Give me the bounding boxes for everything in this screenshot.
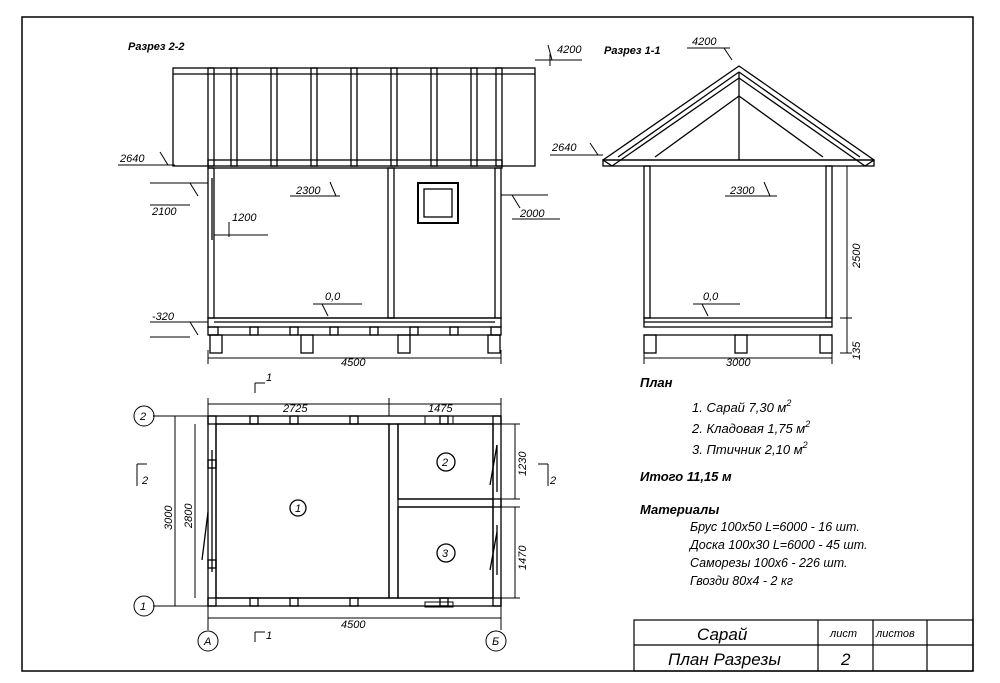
axis-col-a: А [204,636,212,648]
axis-col-b: Б [492,636,500,648]
material-2: Доска 100х30 L=6000 - 45 шт. [690,538,868,552]
legend [640,375,867,588]
plan-dim-bottom: 4500 [341,619,366,631]
section-1-1 [603,66,874,353]
level-0-0: 0,0 [325,291,341,303]
level-2300-s11: 2300 [730,185,755,197]
cut-1-bottom: 1 [266,630,273,642]
level-2100: 2100 [152,206,177,218]
section-1-1-height: 2500 [851,243,863,268]
level-1200: 1200 [232,212,257,224]
title-block-sheets-label: листов [876,628,915,640]
roof-rafters [208,68,502,166]
plan-dim-left-inner: 2800 [183,503,195,528]
legend-item-3-sup: 2 [802,440,808,450]
section-2-2-title: Разрез 2-2 [128,41,185,53]
legend-item-2-sup: 2 [805,419,811,429]
level-2300: 2300 [296,185,321,197]
material-3: Саморезы 100х6 - 226 шт. [690,556,848,570]
plan-dim-right-lower: 1470 [517,545,529,570]
level-2640-s11: 2640 [552,142,577,154]
section-2-2 [173,68,535,353]
section-1-1-width: 3000 [726,357,751,369]
room-3-number: 3 [442,548,449,560]
material-4: Гвозди 80х4 - 2 кг [690,574,794,588]
section-1-1-labels [551,36,863,369]
title-block-subtitle: План Разрезы [668,650,781,669]
plan-dim-left-outer: 3000 [163,505,175,530]
plan-dim-right-upper: 1230 [517,451,529,476]
legend-item-3-text: 3. Птичник 2,10 м [692,442,803,457]
section-1-1-title: Разрез 1-1 [604,45,661,57]
plan-dimension-lines [134,383,548,651]
legend-item-1 [692,398,791,415]
legend-item-2-text: 2. Кладовая 1,75 м [692,421,806,436]
cut-1-top: 1 [266,372,273,384]
plan-dim-top-left: 2725 [283,403,308,415]
axis-row-1: 1 [140,601,147,613]
section-1-1-foot: 135 [851,341,863,360]
level-4200-s11: 4200 [692,36,717,48]
legend-plan-title: План [640,375,673,390]
legend-item-1-text: 1. Сарай 7,30 м [692,400,787,415]
title-block-sheet-number: 2 [841,650,851,669]
title-block-name: Сарай [697,625,748,644]
cut-2-right: 2 [550,475,557,487]
room-1-number: 1 [295,503,302,515]
legend-item-3 [692,440,808,457]
title-block-sheet-label: лист [830,628,857,640]
section-1-1-level-lines [550,48,852,364]
legend-item-2 [691,419,810,436]
level-minus-320: -320 [152,311,175,323]
material-1: Брус 100х50 L=6000 - 16 шт. [690,520,860,534]
legend-materials-title: Материалы [640,502,720,517]
level-2000: 2000 [520,208,545,220]
section-2-2-width: 4500 [341,357,366,369]
legend-total: Итого 11,15 м [640,469,732,484]
axis-row-2: 2 [140,411,147,423]
room-2-number: 2 [442,457,449,469]
legend-item-1-sup: 2 [786,398,792,408]
level-4200: 4200 [557,44,582,56]
level-0-0-s11: 0,0 [703,291,719,303]
title-block-labels [668,625,915,669]
plan-dim-top-right: 1475 [428,403,453,415]
floor-plan [202,416,501,607]
level-2640: 2640 [120,153,145,165]
section-2-2-level-lines [118,45,582,364]
cut-2-left: 2 [142,475,149,487]
